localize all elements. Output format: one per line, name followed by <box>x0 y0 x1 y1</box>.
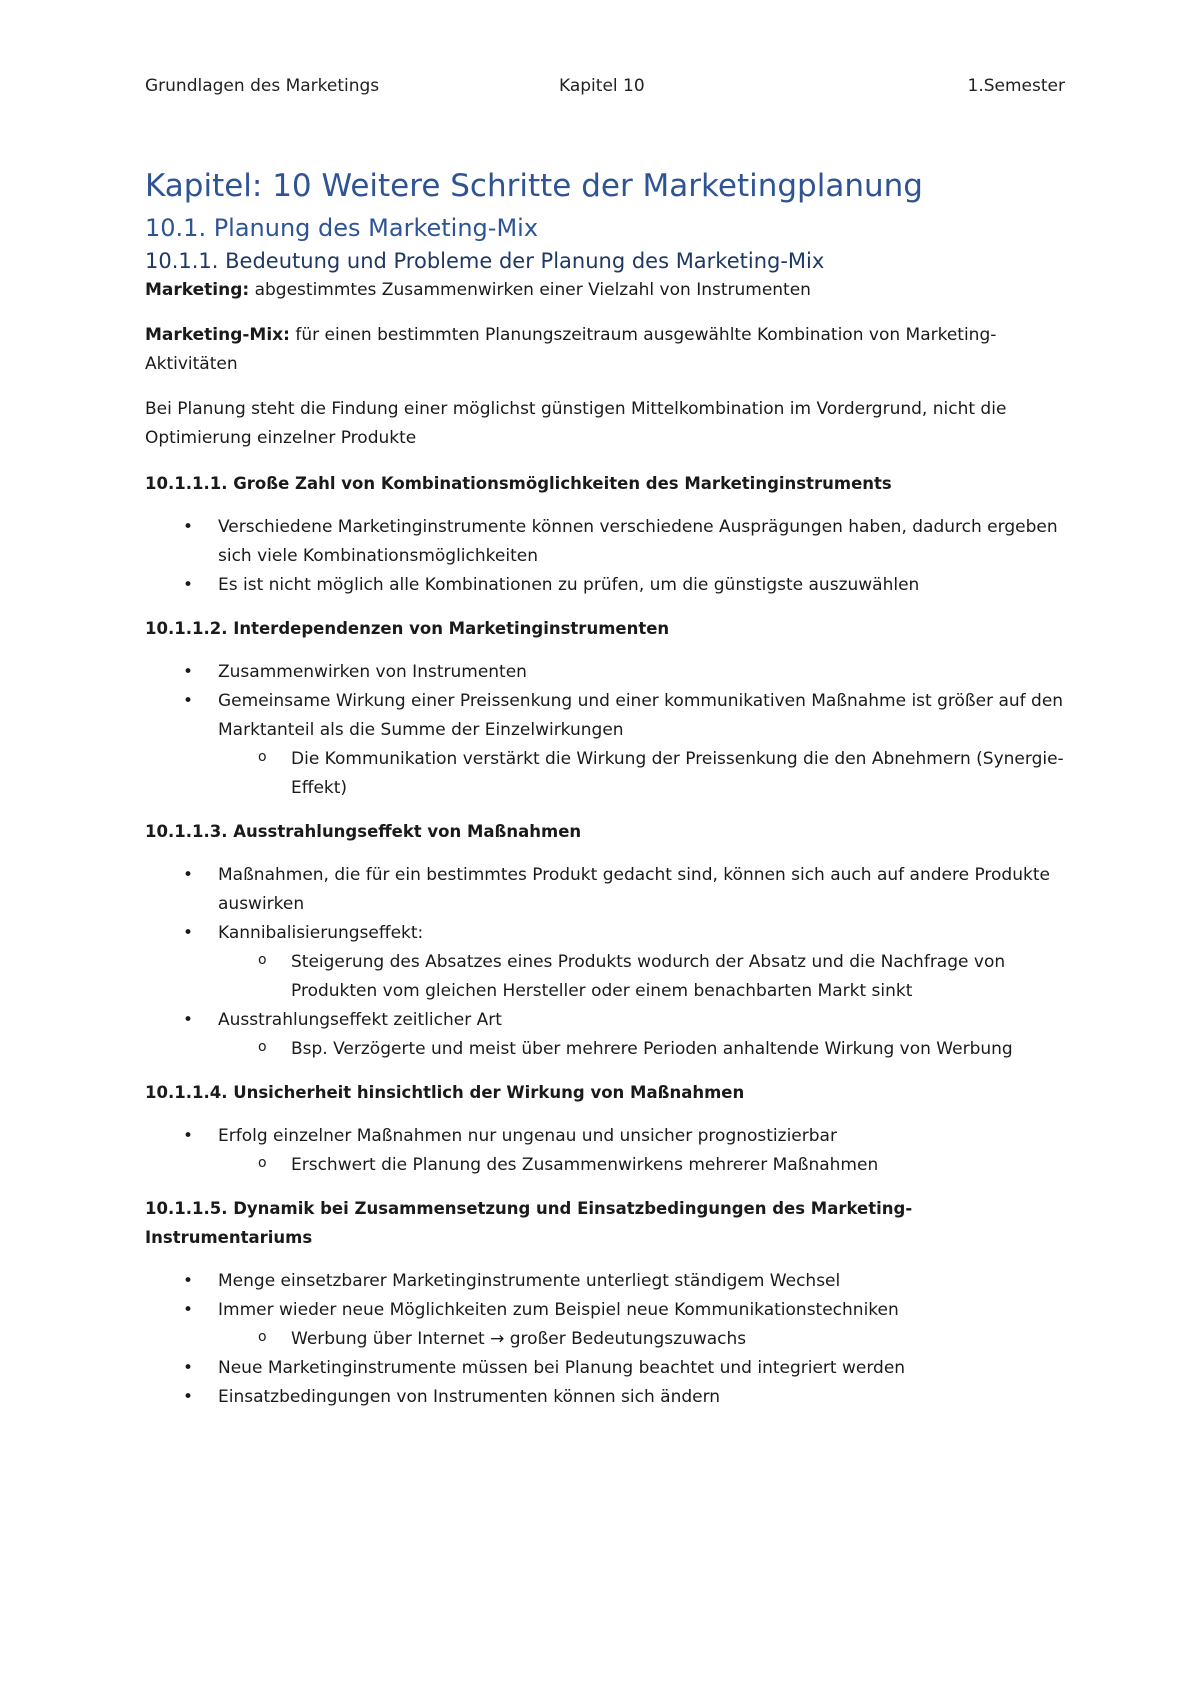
page-header <box>145 76 1065 100</box>
section-heading: 10.1. Planung des Marketing-Mix <box>145 214 539 242</box>
definition-text: abgestimmtes Zusammenwirken einer Vielzahl von Instrumenten <box>249 280 811 300</box>
definition-term: Marketing: <box>145 280 250 300</box>
list-item: • Kannibalisierungseffekt: <box>145 919 1065 948</box>
chapter-title: Kapitel: 10 Weitere Schritte der Marketingplanung <box>145 168 923 204</box>
sub-list-item: o Die Kommunikation verstärkt die Wirkung der Preissenkung die den Abnehmern (Synergie-Effekt) <box>145 745 1065 803</box>
header-course: Grundlagen des Marketings <box>145 76 380 96</box>
definition-text: für einen bestimmten Planungszeitraum ausgewählte Kombination von Marketing-Aktivitäten <box>145 325 997 374</box>
sub-list-item: o Bsp. Verzögerte und meist über mehrere Perioden anhaltende Wirkung von Werbung <box>145 1035 1065 1064</box>
list-item: • Neue Marketinginstrumente müssen bei Planung beachtet und integriert werden <box>145 1354 1065 1383</box>
subsubsection-heading: 10.1.1.5. Dynamik bei Zusammensetzung und Einsatzbedingungen des Marketing-Instrumentariums <box>145 1199 913 1247</box>
list-item: • Ausstrahlungseffekt zeitlicher Art <box>145 1006 1065 1035</box>
subsubsection-heading: 10.1.1.3. Ausstrahlungseffekt von Maßnahmen <box>145 822 582 841</box>
sub-list-item: o Erschwert die Planung des Zusammenwirkens mehrerer Maßnahmen <box>145 1151 1065 1180</box>
list-item: • Es ist nicht möglich alle Kombinationen zu prüfen, um die günstigste auszuwählen <box>145 571 1065 600</box>
list-item: • Maßnahmen, die für ein bestimmtes Produkt gedacht sind, können sich auch auf andere Produkte auswirken <box>145 861 1065 919</box>
intro-paragraph: Bei Planung steht die Findung einer möglichst günstigen Mittelkombination im Vordergrund, nicht die Optimierung einzelner Produkte <box>145 399 1007 448</box>
bullet-list <box>145 1122 1065 1180</box>
subsubsection-heading: 10.1.1.2. Interdependenzen von Marketinginstrumenten <box>145 619 670 638</box>
bullet-list <box>145 861 1065 1064</box>
definition-marketing-mix <box>145 321 1065 379</box>
document-body <box>145 166 1065 1426</box>
subsubsection-heading: 10.1.1.4. Unsicherheit hinsichtlich der Wirkung von Maßnahmen <box>145 1083 745 1102</box>
subsubsection-heading: 10.1.1.1. Große Zahl von Kombinationsmöglichkeiten des Marketinginstruments <box>145 474 892 493</box>
sub-list-item: o Steigerung des Absatzes eines Produkts wodurch der Absatz und die Nachfrage von Produkten vom gleichen Hersteller oder einem benachbarten Markt sinkt <box>145 948 1065 1006</box>
bullet-list <box>145 658 1065 803</box>
bullet-list <box>145 1267 1065 1412</box>
list-item: • Einsatzbedingungen von Instrumenten können sich ändern <box>145 1383 1065 1412</box>
list-item: • Verschiedene Marketinginstrumente können verschiedene Ausprägungen haben, dadurch ergeben sich viele Kombinationsmöglichkeiten <box>145 513 1065 571</box>
header-semester: 1.Semester <box>967 76 1065 96</box>
bullet-list <box>145 513 1065 600</box>
definition-marketing <box>145 276 1065 305</box>
sub-list-item: o Werbung über Internet → großer Bedeutungszuwachs <box>145 1325 1065 1354</box>
subsection-heading: 10.1.1. Bedeutung und Probleme der Planung des Marketing-Mix <box>145 249 825 273</box>
header-chapter: Kapitel 10 <box>559 76 645 96</box>
list-item: • Gemeinsame Wirkung einer Preissenkung und einer kommunikativen Maßnahme ist größer auf den Marktanteil als die Summe der Einzelwirkungen <box>145 687 1065 745</box>
list-item: • Immer wieder neue Möglichkeiten zum Beispiel neue Kommunikationstechniken <box>145 1296 1065 1325</box>
definition-term: Marketing-Mix: <box>145 325 290 345</box>
list-item: • Zusammenwirken von Instrumenten <box>145 658 1065 687</box>
list-item: • Erfolg einzelner Maßnahmen nur ungenau und unsicher prognostizierbar <box>145 1122 1065 1151</box>
list-item: • Menge einsetzbarer Marketinginstrumente unterliegt ständigem Wechsel <box>145 1267 1065 1296</box>
